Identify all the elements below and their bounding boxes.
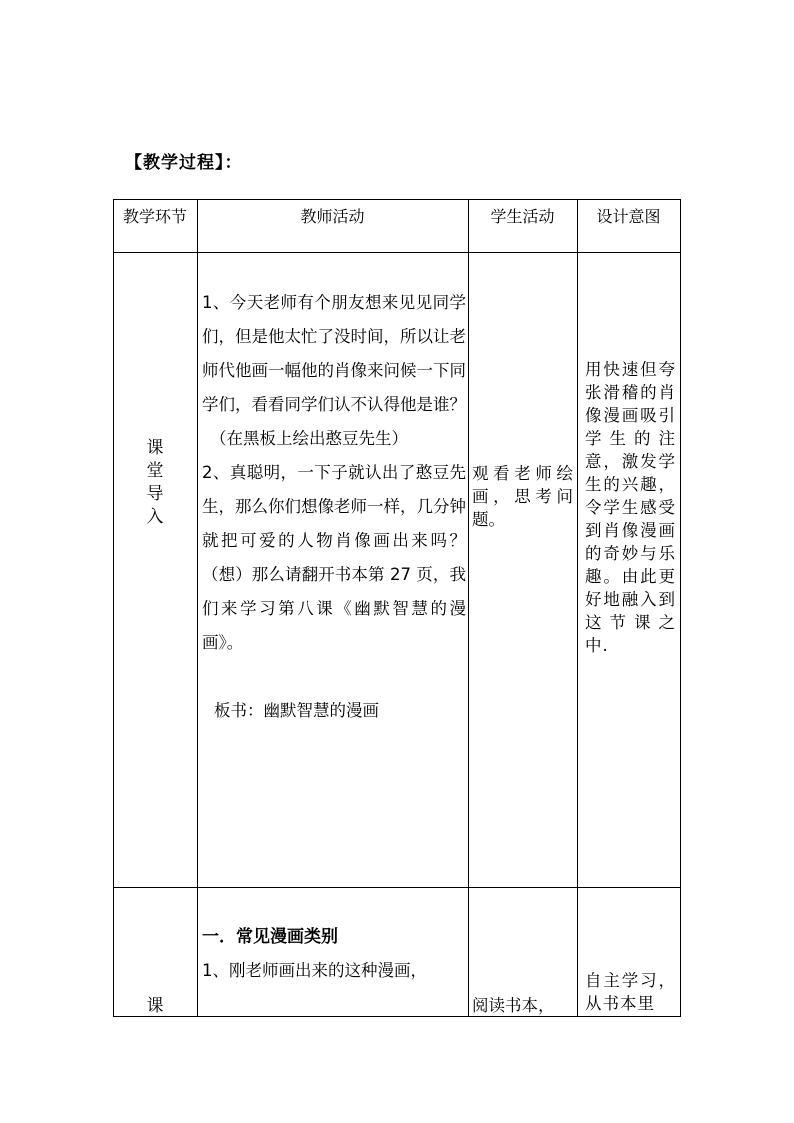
teacher-paragraph-2: （在黑板上绘出憨豆先生） <box>210 429 408 448</box>
stage-label-char: 课 <box>146 438 164 458</box>
header-row-bottom <box>113 252 681 253</box>
table-divider-3 <box>577 199 578 1017</box>
table-border-left <box>113 199 114 1017</box>
row1-bottom <box>113 887 681 888</box>
board-writing: 板书：幽默智慧的漫画 <box>214 701 379 720</box>
student-activity-row2: 阅读书本， <box>472 996 555 1015</box>
teacher-heading-row2: 一．常见漫画类别 <box>202 927 338 947</box>
header-intent: 设计意图 <box>596 207 661 226</box>
stage-label-intro <box>113 437 197 529</box>
stage-label-char: 堂 <box>146 461 164 481</box>
header-stage: 教学环节 <box>122 207 187 226</box>
stage-label-char: 导 <box>146 484 164 504</box>
teacher-activity-intro <box>202 286 466 728</box>
teacher-paragraph-3: 2、真聪明，一下子就认出了憨豆先生，那么你们想像老师一样，几分钟就把可爱的人物肖像画出来吗？（想）那么请翻开书本第 27 页，我们来学习第八课《幽默智慧的漫画》。 <box>202 463 466 652</box>
table-divider-2 <box>468 199 469 1017</box>
section-title: 【教学过程】： <box>125 153 243 173</box>
table-border-right <box>680 199 681 1017</box>
header-student: 学生活动 <box>490 207 555 226</box>
stage-label-row2: 课 <box>146 996 164 1016</box>
header-teacher: 教师活动 <box>300 207 365 226</box>
design-intent-intro: 用快速但夸张滑稽的肖像漫画吸引学生的注意，激发学生的兴趣，令学生感受到肖像漫画的奇妙与乐趣。由此更好地融入到这节课之中. <box>585 360 676 655</box>
design-intent-row2: 自主学习，从书本里 <box>585 971 676 1013</box>
table-border-bottom <box>113 1016 681 1017</box>
teacher-paragraph-1: 1、今天老师有个朋友想来见见同学们，但是他太忙了没时间，所以让老师代他画一幅他的肖像来问候一下同学们，看看同学们认不认得他是谁？ <box>202 293 466 414</box>
teacher-activity-row2 <box>202 920 466 988</box>
table-border-top <box>113 199 681 200</box>
table-divider-1 <box>197 199 198 1017</box>
teacher-line-row2: 1、刚老师画出来的这种漫画， <box>202 961 427 980</box>
student-activity-intro: 观看老师绘画，思考问题。 <box>472 464 573 529</box>
stage-label-char: 入 <box>146 507 164 527</box>
